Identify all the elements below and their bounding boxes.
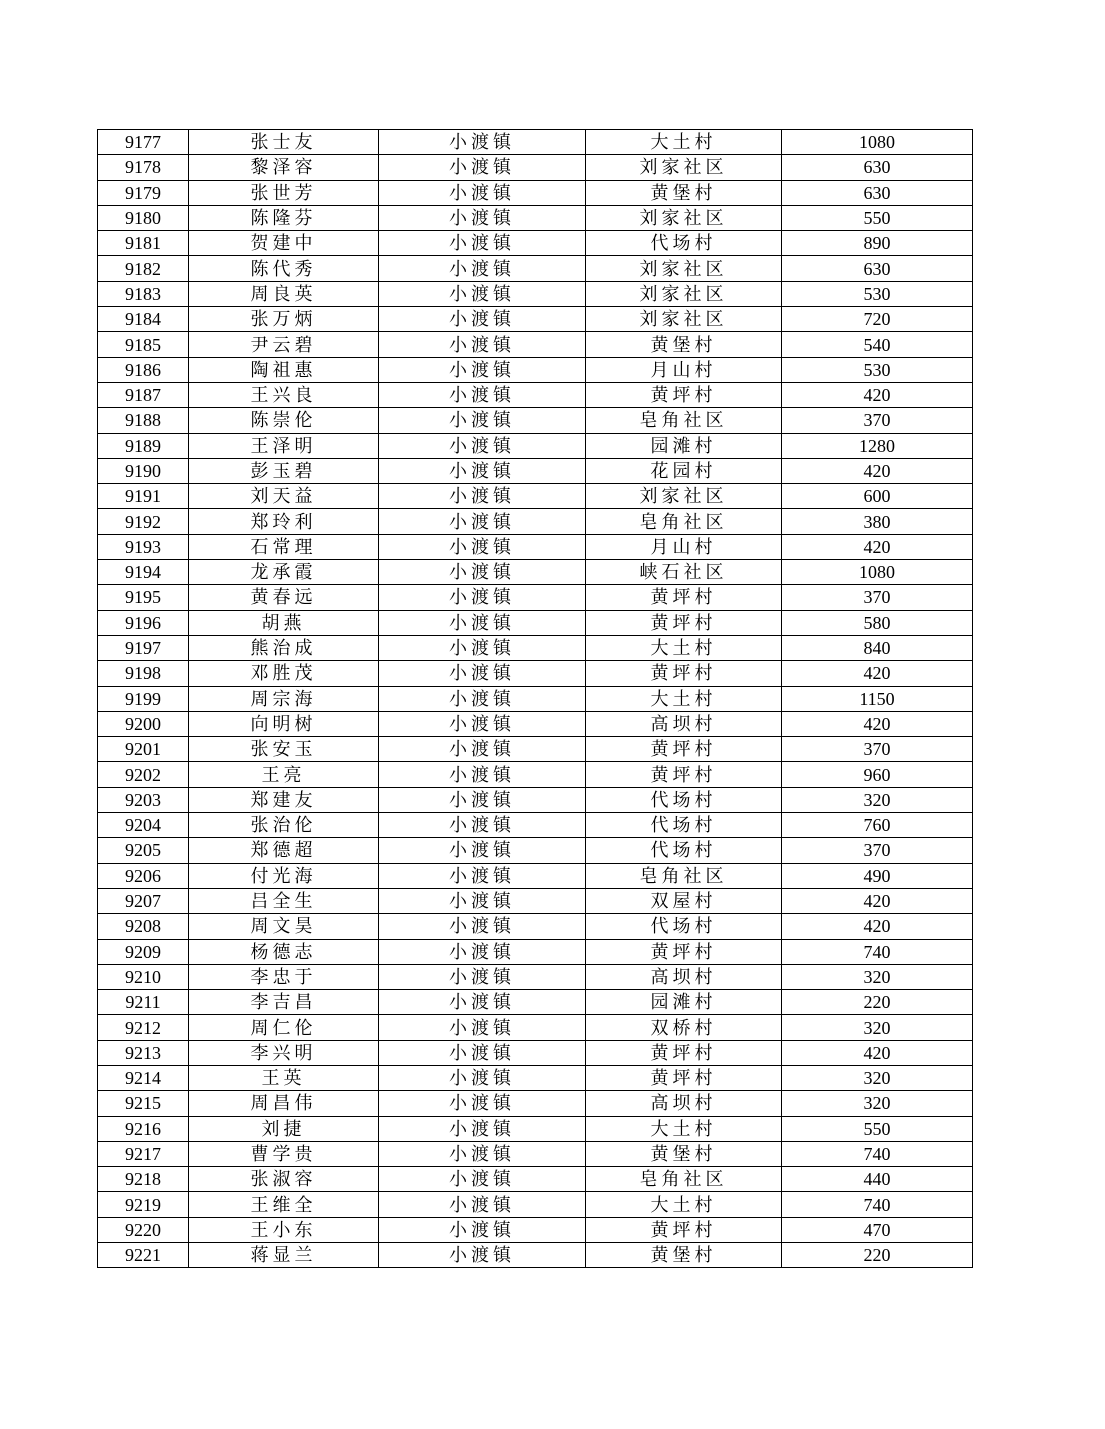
amount-cell: 550 xyxy=(782,205,973,230)
table-row xyxy=(98,635,973,660)
row-number-cell: 9182 xyxy=(98,256,189,281)
row-number-cell: 9180 xyxy=(98,205,189,230)
amount-cell: 1080 xyxy=(782,560,973,585)
name-cell: 李兴明 xyxy=(189,1040,379,1065)
village-cell: 双屋村 xyxy=(586,888,782,913)
amount-cell: 740 xyxy=(782,939,973,964)
row-number-cell: 9199 xyxy=(98,686,189,711)
name-cell: 周良英 xyxy=(189,281,379,306)
amount-cell: 320 xyxy=(782,787,973,812)
row-number-cell: 9214 xyxy=(98,1065,189,1090)
name-cell: 王英 xyxy=(189,1065,379,1090)
table-row xyxy=(98,458,973,483)
amount-cell: 420 xyxy=(782,661,973,686)
name-cell: 黄春远 xyxy=(189,585,379,610)
amount-cell: 550 xyxy=(782,1116,973,1141)
table-row xyxy=(98,888,973,913)
amount-cell: 740 xyxy=(782,1141,973,1166)
village-cell: 高坝村 xyxy=(586,1091,782,1116)
town-cell: 小渡镇 xyxy=(379,307,586,332)
town-cell: 小渡镇 xyxy=(379,484,586,509)
town-cell: 小渡镇 xyxy=(379,661,586,686)
name-cell: 李忠于 xyxy=(189,964,379,989)
town-cell: 小渡镇 xyxy=(379,1065,586,1090)
village-cell: 黄坪村 xyxy=(586,762,782,787)
village-cell: 代场村 xyxy=(586,914,782,939)
table-row xyxy=(98,534,973,559)
name-cell: 张士友 xyxy=(189,130,379,155)
row-number-cell: 9206 xyxy=(98,863,189,888)
row-number-cell: 9197 xyxy=(98,635,189,660)
town-cell: 小渡镇 xyxy=(379,382,586,407)
village-cell: 刘家社区 xyxy=(586,155,782,180)
table-row xyxy=(98,205,973,230)
village-cell: 园滩村 xyxy=(586,990,782,1015)
name-cell: 吕全生 xyxy=(189,888,379,913)
name-cell: 尹云碧 xyxy=(189,332,379,357)
name-cell: 李吉昌 xyxy=(189,990,379,1015)
row-number-cell: 9210 xyxy=(98,964,189,989)
row-number-cell: 9178 xyxy=(98,155,189,180)
town-cell: 小渡镇 xyxy=(379,433,586,458)
amount-cell: 320 xyxy=(782,1065,973,1090)
name-cell: 陈代秀 xyxy=(189,256,379,281)
amount-cell: 220 xyxy=(782,990,973,1015)
town-cell: 小渡镇 xyxy=(379,990,586,1015)
row-number-cell: 9205 xyxy=(98,838,189,863)
name-cell: 蒋显兰 xyxy=(189,1243,379,1268)
row-number-cell: 9202 xyxy=(98,762,189,787)
name-cell: 杨德志 xyxy=(189,939,379,964)
village-cell: 皂角社区 xyxy=(586,863,782,888)
village-cell: 黄堡村 xyxy=(586,180,782,205)
village-cell: 刘家社区 xyxy=(586,205,782,230)
amount-cell: 600 xyxy=(782,484,973,509)
village-cell: 代场村 xyxy=(586,787,782,812)
row-number-cell: 9221 xyxy=(98,1243,189,1268)
row-number-cell: 9194 xyxy=(98,560,189,585)
town-cell: 小渡镇 xyxy=(379,458,586,483)
table-row xyxy=(98,1192,973,1217)
table-row xyxy=(98,307,973,332)
town-cell: 小渡镇 xyxy=(379,130,586,155)
amount-cell: 1150 xyxy=(782,686,973,711)
row-number-cell: 9183 xyxy=(98,281,189,306)
name-cell: 刘天益 xyxy=(189,484,379,509)
amount-cell: 490 xyxy=(782,863,973,888)
town-cell: 小渡镇 xyxy=(379,180,586,205)
row-number-cell: 9186 xyxy=(98,357,189,382)
village-cell: 皂角社区 xyxy=(586,408,782,433)
name-cell: 刘捷 xyxy=(189,1116,379,1141)
row-number-cell: 9213 xyxy=(98,1040,189,1065)
village-cell: 黄坪村 xyxy=(586,610,782,635)
name-cell: 王维全 xyxy=(189,1192,379,1217)
table-row xyxy=(98,560,973,585)
town-cell: 小渡镇 xyxy=(379,231,586,256)
row-number-cell: 9192 xyxy=(98,509,189,534)
table-row xyxy=(98,661,973,686)
town-cell: 小渡镇 xyxy=(379,762,586,787)
table-row xyxy=(98,408,973,433)
amount-cell: 530 xyxy=(782,357,973,382)
town-cell: 小渡镇 xyxy=(379,1015,586,1040)
amount-cell: 580 xyxy=(782,610,973,635)
village-cell: 峡石社区 xyxy=(586,560,782,585)
name-cell: 郑德超 xyxy=(189,838,379,863)
name-cell: 邓胜茂 xyxy=(189,661,379,686)
amount-cell: 530 xyxy=(782,281,973,306)
table-row xyxy=(98,914,973,939)
table-row xyxy=(98,1116,973,1141)
row-number-cell: 9212 xyxy=(98,1015,189,1040)
village-cell: 大土村 xyxy=(586,130,782,155)
row-number-cell: 9189 xyxy=(98,433,189,458)
row-number-cell: 9181 xyxy=(98,231,189,256)
town-cell: 小渡镇 xyxy=(379,1217,586,1242)
village-cell: 大土村 xyxy=(586,1116,782,1141)
town-cell: 小渡镇 xyxy=(379,1243,586,1268)
amount-cell: 370 xyxy=(782,737,973,762)
name-cell: 郑玲利 xyxy=(189,509,379,534)
village-cell: 刘家社区 xyxy=(586,307,782,332)
village-cell: 皂角社区 xyxy=(586,1167,782,1192)
row-number-cell: 9177 xyxy=(98,130,189,155)
town-cell: 小渡镇 xyxy=(379,205,586,230)
town-cell: 小渡镇 xyxy=(379,534,586,559)
village-cell: 皂角社区 xyxy=(586,509,782,534)
table-row xyxy=(98,964,973,989)
town-cell: 小渡镇 xyxy=(379,332,586,357)
table-row xyxy=(98,256,973,281)
name-cell: 张淑容 xyxy=(189,1167,379,1192)
town-cell: 小渡镇 xyxy=(379,737,586,762)
table-row xyxy=(98,1243,973,1268)
name-cell: 张世芳 xyxy=(189,180,379,205)
amount-cell: 370 xyxy=(782,408,973,433)
village-cell: 刘家社区 xyxy=(586,281,782,306)
row-number-cell: 9211 xyxy=(98,990,189,1015)
town-cell: 小渡镇 xyxy=(379,1141,586,1166)
name-cell: 曹学贵 xyxy=(189,1141,379,1166)
row-number-cell: 9198 xyxy=(98,661,189,686)
row-number-cell: 9185 xyxy=(98,332,189,357)
table-row xyxy=(98,610,973,635)
amount-cell: 370 xyxy=(782,838,973,863)
village-cell: 黄坪村 xyxy=(586,737,782,762)
amount-cell: 630 xyxy=(782,256,973,281)
row-number-cell: 9208 xyxy=(98,914,189,939)
village-cell: 黄坪村 xyxy=(586,382,782,407)
village-cell: 代场村 xyxy=(586,813,782,838)
table-row xyxy=(98,1141,973,1166)
village-cell: 月山村 xyxy=(586,357,782,382)
village-cell: 黄坪村 xyxy=(586,1065,782,1090)
row-number-cell: 9201 xyxy=(98,737,189,762)
amount-cell: 720 xyxy=(782,307,973,332)
amount-cell: 420 xyxy=(782,1040,973,1065)
row-number-cell: 9220 xyxy=(98,1217,189,1242)
village-cell: 月山村 xyxy=(586,534,782,559)
subsidy-table xyxy=(97,129,973,1268)
town-cell: 小渡镇 xyxy=(379,155,586,180)
village-cell: 园滩村 xyxy=(586,433,782,458)
table-row xyxy=(98,180,973,205)
town-cell: 小渡镇 xyxy=(379,1192,586,1217)
table-row xyxy=(98,509,973,534)
name-cell: 彭玉碧 xyxy=(189,458,379,483)
village-cell: 黄堡村 xyxy=(586,1243,782,1268)
name-cell: 石常理 xyxy=(189,534,379,559)
amount-cell: 470 xyxy=(782,1217,973,1242)
row-number-cell: 9207 xyxy=(98,888,189,913)
town-cell: 小渡镇 xyxy=(379,888,586,913)
table-row xyxy=(98,130,973,155)
table-row xyxy=(98,686,973,711)
name-cell: 张治伦 xyxy=(189,813,379,838)
row-number-cell: 9203 xyxy=(98,787,189,812)
town-cell: 小渡镇 xyxy=(379,686,586,711)
table-row xyxy=(98,1040,973,1065)
name-cell: 王亮 xyxy=(189,762,379,787)
town-cell: 小渡镇 xyxy=(379,1091,586,1116)
amount-cell: 440 xyxy=(782,1167,973,1192)
table-row xyxy=(98,585,973,610)
name-cell: 王小东 xyxy=(189,1217,379,1242)
row-number-cell: 9218 xyxy=(98,1167,189,1192)
row-number-cell: 9217 xyxy=(98,1141,189,1166)
amount-cell: 1280 xyxy=(782,433,973,458)
amount-cell: 890 xyxy=(782,231,973,256)
table-row xyxy=(98,433,973,458)
town-cell: 小渡镇 xyxy=(379,408,586,433)
table-row xyxy=(98,737,973,762)
village-cell: 大土村 xyxy=(586,1192,782,1217)
town-cell: 小渡镇 xyxy=(379,560,586,585)
amount-cell: 420 xyxy=(782,458,973,483)
table-row xyxy=(98,1217,973,1242)
name-cell: 周文昊 xyxy=(189,914,379,939)
amount-cell: 420 xyxy=(782,382,973,407)
amount-cell: 420 xyxy=(782,534,973,559)
town-cell: 小渡镇 xyxy=(379,1116,586,1141)
village-cell: 双桥村 xyxy=(586,1015,782,1040)
name-cell: 熊治成 xyxy=(189,635,379,660)
village-cell: 刘家社区 xyxy=(586,256,782,281)
table-row xyxy=(98,155,973,180)
town-cell: 小渡镇 xyxy=(379,357,586,382)
village-cell: 黄坪村 xyxy=(586,585,782,610)
row-number-cell: 9188 xyxy=(98,408,189,433)
village-cell: 黄堡村 xyxy=(586,332,782,357)
amount-cell: 220 xyxy=(782,1243,973,1268)
amount-cell: 320 xyxy=(782,1091,973,1116)
name-cell: 周仁伦 xyxy=(189,1015,379,1040)
table-row xyxy=(98,1091,973,1116)
amount-cell: 960 xyxy=(782,762,973,787)
row-number-cell: 9196 xyxy=(98,610,189,635)
table-row xyxy=(98,1015,973,1040)
name-cell: 王兴良 xyxy=(189,382,379,407)
row-number-cell: 9209 xyxy=(98,939,189,964)
town-cell: 小渡镇 xyxy=(379,711,586,736)
name-cell: 胡燕 xyxy=(189,610,379,635)
village-cell: 高坝村 xyxy=(586,964,782,989)
amount-cell: 760 xyxy=(782,813,973,838)
amount-cell: 380 xyxy=(782,509,973,534)
amount-cell: 320 xyxy=(782,964,973,989)
amount-cell: 420 xyxy=(782,888,973,913)
name-cell: 龙承霞 xyxy=(189,560,379,585)
table-body xyxy=(98,130,973,1268)
town-cell: 小渡镇 xyxy=(379,635,586,660)
amount-cell: 630 xyxy=(782,155,973,180)
name-cell: 付光海 xyxy=(189,863,379,888)
name-cell: 周宗海 xyxy=(189,686,379,711)
town-cell: 小渡镇 xyxy=(379,939,586,964)
town-cell: 小渡镇 xyxy=(379,863,586,888)
village-cell: 黄坪村 xyxy=(586,1040,782,1065)
table-row xyxy=(98,357,973,382)
village-cell: 黄坪村 xyxy=(586,1217,782,1242)
row-number-cell: 9195 xyxy=(98,585,189,610)
table-row xyxy=(98,813,973,838)
town-cell: 小渡镇 xyxy=(379,610,586,635)
town-cell: 小渡镇 xyxy=(379,838,586,863)
amount-cell: 540 xyxy=(782,332,973,357)
village-cell: 刘家社区 xyxy=(586,484,782,509)
table-row xyxy=(98,332,973,357)
table-row xyxy=(98,231,973,256)
town-cell: 小渡镇 xyxy=(379,281,586,306)
name-cell: 陈崇伦 xyxy=(189,408,379,433)
table-row xyxy=(98,711,973,736)
table-row xyxy=(98,1167,973,1192)
village-cell: 黄坪村 xyxy=(586,939,782,964)
town-cell: 小渡镇 xyxy=(379,256,586,281)
row-number-cell: 9215 xyxy=(98,1091,189,1116)
row-number-cell: 9187 xyxy=(98,382,189,407)
row-number-cell: 9216 xyxy=(98,1116,189,1141)
row-number-cell: 9179 xyxy=(98,180,189,205)
table-row xyxy=(98,939,973,964)
name-cell: 张万炳 xyxy=(189,307,379,332)
table-row xyxy=(98,787,973,812)
village-cell: 大土村 xyxy=(586,635,782,660)
row-number-cell: 9184 xyxy=(98,307,189,332)
town-cell: 小渡镇 xyxy=(379,1040,586,1065)
name-cell: 黎泽容 xyxy=(189,155,379,180)
row-number-cell: 9204 xyxy=(98,813,189,838)
name-cell: 贺建中 xyxy=(189,231,379,256)
village-cell: 花园村 xyxy=(586,458,782,483)
name-cell: 陈隆芬 xyxy=(189,205,379,230)
name-cell: 王泽明 xyxy=(189,433,379,458)
name-cell: 向明树 xyxy=(189,711,379,736)
name-cell: 陶祖惠 xyxy=(189,357,379,382)
table-row xyxy=(98,1065,973,1090)
village-cell: 黄坪村 xyxy=(586,661,782,686)
town-cell: 小渡镇 xyxy=(379,813,586,838)
row-number-cell: 9219 xyxy=(98,1192,189,1217)
row-number-cell: 9190 xyxy=(98,458,189,483)
amount-cell: 420 xyxy=(782,711,973,736)
town-cell: 小渡镇 xyxy=(379,509,586,534)
town-cell: 小渡镇 xyxy=(379,914,586,939)
village-cell: 大土村 xyxy=(586,686,782,711)
town-cell: 小渡镇 xyxy=(379,964,586,989)
table-row xyxy=(98,484,973,509)
row-number-cell: 9193 xyxy=(98,534,189,559)
name-cell: 郑建友 xyxy=(189,787,379,812)
village-cell: 黄堡村 xyxy=(586,1141,782,1166)
name-cell: 张安玉 xyxy=(189,737,379,762)
village-cell: 代场村 xyxy=(586,231,782,256)
row-number-cell: 9200 xyxy=(98,711,189,736)
table-row xyxy=(98,990,973,1015)
table-row xyxy=(98,838,973,863)
amount-cell: 370 xyxy=(782,585,973,610)
table-row xyxy=(98,281,973,306)
name-cell: 周昌伟 xyxy=(189,1091,379,1116)
town-cell: 小渡镇 xyxy=(379,1167,586,1192)
village-cell: 高坝村 xyxy=(586,711,782,736)
table-row xyxy=(98,863,973,888)
table-row xyxy=(98,382,973,407)
amount-cell: 630 xyxy=(782,180,973,205)
table-row xyxy=(98,762,973,787)
amount-cell: 420 xyxy=(782,914,973,939)
amount-cell: 1080 xyxy=(782,130,973,155)
amount-cell: 840 xyxy=(782,635,973,660)
row-number-cell: 9191 xyxy=(98,484,189,509)
amount-cell: 740 xyxy=(782,1192,973,1217)
village-cell: 代场村 xyxy=(586,838,782,863)
town-cell: 小渡镇 xyxy=(379,787,586,812)
amount-cell: 320 xyxy=(782,1015,973,1040)
town-cell: 小渡镇 xyxy=(379,585,586,610)
